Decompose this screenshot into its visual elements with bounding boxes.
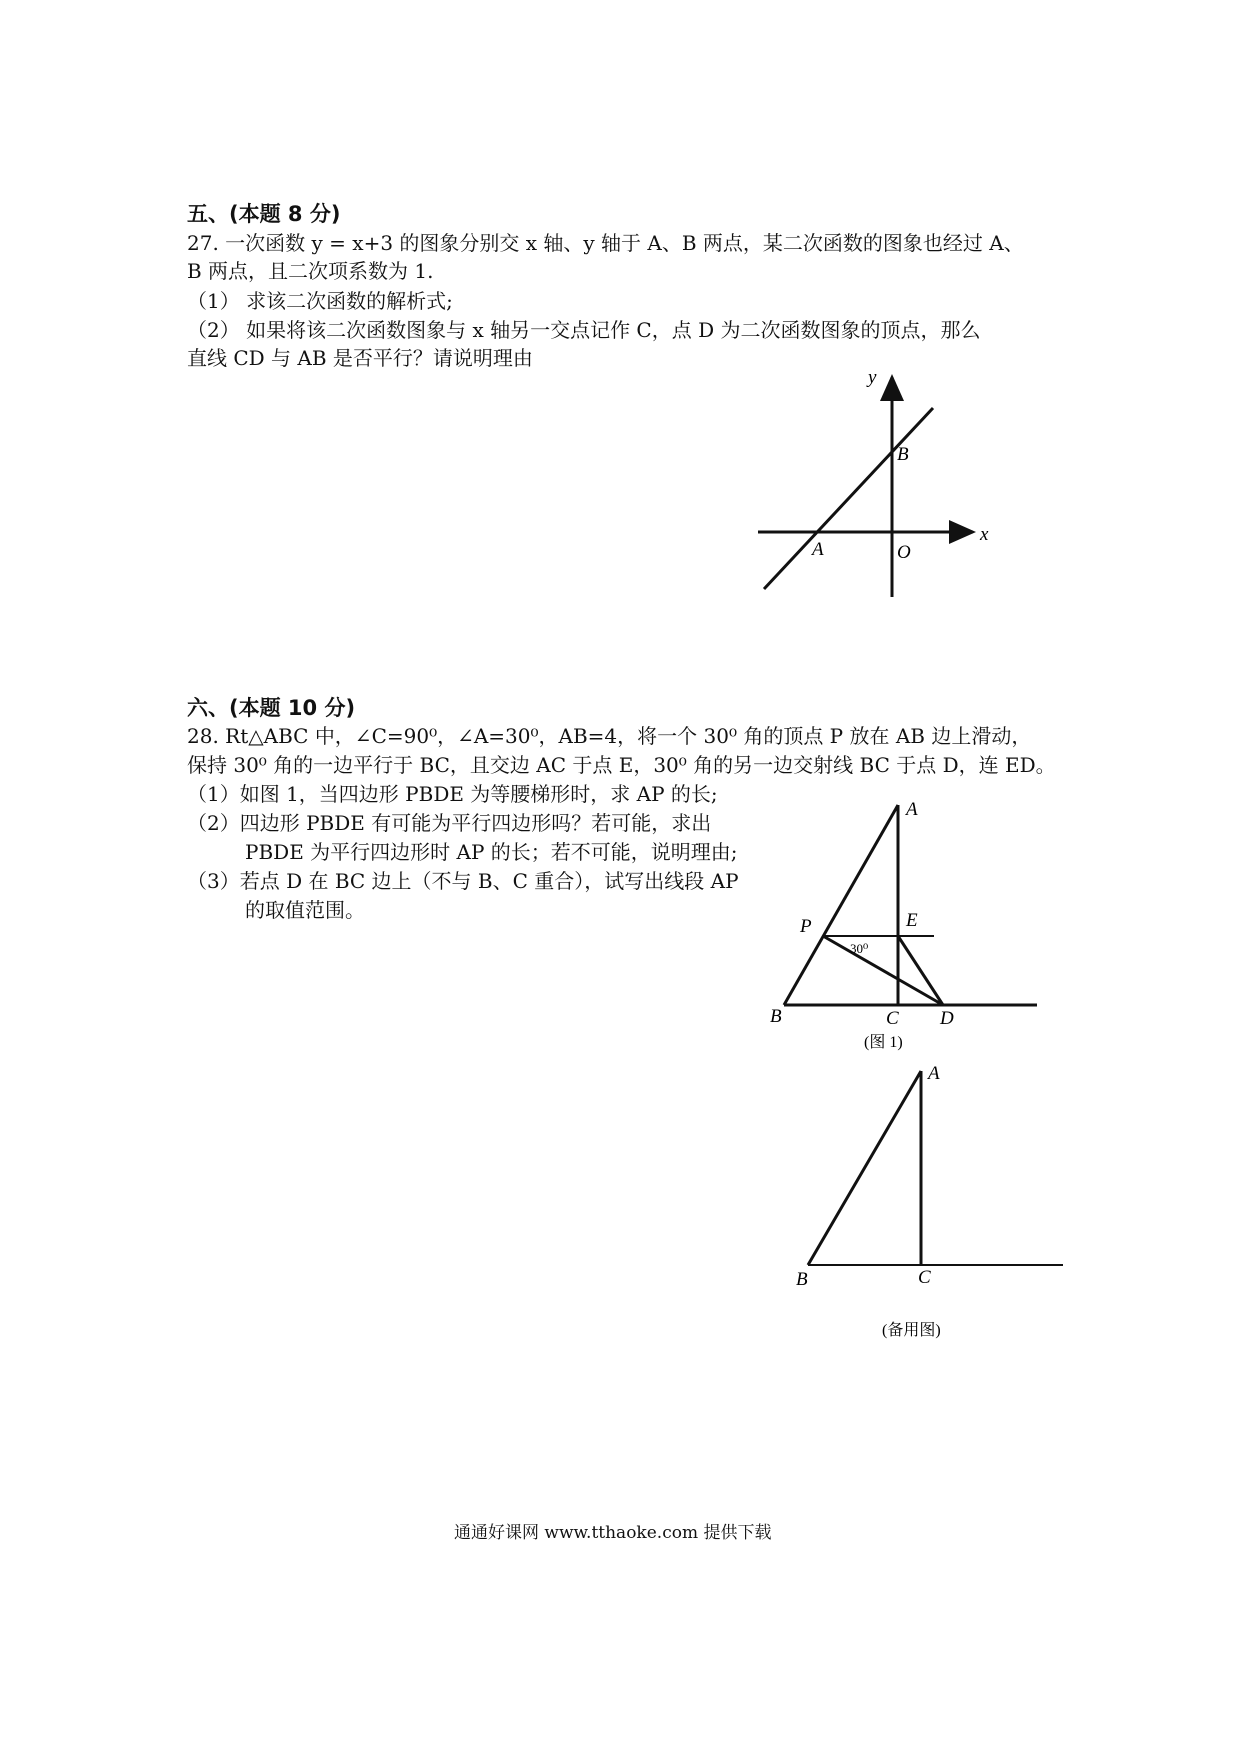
segment-PD: [823, 936, 943, 1005]
fig1-label-B: B: [770, 1006, 782, 1027]
backup-caption: (备用图): [882, 1322, 941, 1339]
fig1-angle-label: 30⁰: [850, 941, 869, 956]
q27-part2-line1: （2） 如果将该二次函数图象与 x 轴另一交点记作 C，点 D 为二次函数图象的顶点，那么: [187, 318, 981, 342]
backup-label-C: C: [918, 1267, 931, 1288]
fig1-label-A: A: [906, 799, 918, 820]
q28-figure-1: [760, 795, 1060, 1060]
q28-line2: 保持 30⁰ 角的一边平行于 BC，且交边 AC 于点 E，30⁰ 角的另一边交射线 BC 于点 D，连 ED。: [187, 753, 1056, 777]
q28-part2-line2: PBDE 为平行四边形时 AP 的长；若不可能，说明理由;: [245, 840, 738, 864]
q28-part1: （1）如图 1，当四边形 PBDE 为等腰梯形时，求 AP 的长;: [187, 782, 718, 806]
fig1-label-P: P: [800, 916, 812, 937]
label-y: y: [868, 367, 877, 388]
section-6-title: 六、(本题 10 分): [187, 696, 356, 720]
fig1-label-D: D: [940, 1008, 954, 1029]
q28-part3-line2: 的取值范围。: [245, 898, 365, 922]
q27-part1: （1） 求该二次函数的解析式;: [187, 289, 453, 313]
fig1-caption: (图 1): [864, 1034, 903, 1051]
backup-label-A: A: [928, 1063, 940, 1084]
q27-part2-line2: 直线 CD 与 AB 是否平行？请说明理由: [187, 346, 533, 370]
segment-ED: [898, 936, 943, 1005]
label-B: B: [897, 444, 909, 465]
fig1-label-E: E: [906, 910, 918, 931]
section-5-title: 五、(本题 8 分): [187, 202, 341, 226]
label-x: x: [980, 524, 989, 545]
label-A: A: [812, 539, 824, 560]
backup-label-B: B: [796, 1269, 808, 1290]
backup-segment-AB: [808, 1071, 921, 1265]
q27-line1: 27. 一次函数 y = x+3 的图象分别交 x 轴、y 轴于 A、B 两点，某二次函数的图象也经过 A、: [187, 231, 1024, 255]
footer-text: 通通好课网 www.tthaoke.com 提供下载: [454, 1523, 772, 1543]
fig1-label-C: C: [886, 1008, 899, 1029]
segment-AB: [784, 805, 898, 1005]
q28-part3-line1: （3）若点 D 在 BC 边上（不与 B、C 重合），试写出线段 AP: [187, 869, 739, 893]
q27-line2: B 两点，且二次项系数为 1.: [187, 259, 434, 283]
q27-figure: [740, 362, 1010, 602]
q28-backup-figure: [780, 1055, 1080, 1340]
q28-part2-line1: （2）四边形 PBDE 有可能为平行四边形吗？若可能，求出: [187, 811, 712, 835]
label-O: O: [897, 542, 911, 563]
q28-line1: 28. Rt△ABC 中，∠C=90⁰，∠A=30⁰，AB=4，将一个 30⁰ 角的顶点 P 放在 AB 边上滑动，: [187, 724, 1032, 748]
